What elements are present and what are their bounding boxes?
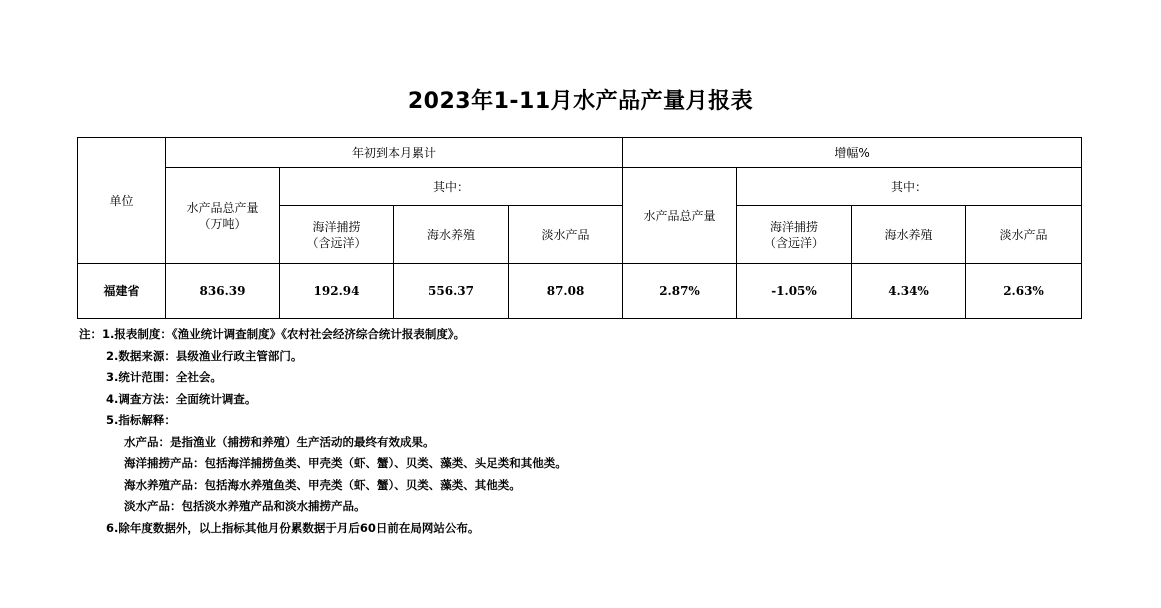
freshwater-growth-cell: 2.63% <box>966 264 1082 319</box>
marine-fishing-growth-header <box>737 206 852 264</box>
region-cell: 福建省 <box>78 264 166 319</box>
freshwater-header: 淡水产品 <box>509 206 623 264</box>
note-item: 海水养殖产品：包括海水养殖鱼类、甲壳类（虾、蟹）、贝类、藻类、其他类。 <box>124 477 521 492</box>
freshwater-growth-header: 淡水产品 <box>966 206 1082 264</box>
note-item: 2.数据来源：县级渔业行政主管部门。 <box>106 348 303 363</box>
of-which-header-growth: 其中： <box>737 168 1082 206</box>
total-output-header <box>166 168 280 264</box>
unit-header: 单位 <box>78 138 166 264</box>
note-item: 淡水产品：包括淡水养殖产品和淡水捕捞产品。 <box>124 499 366 513</box>
growth-header: 增幅% <box>623 138 1082 168</box>
marine-fishing-growth-label: 海洋捕捞 <box>770 219 819 234</box>
table-row <box>78 264 1082 319</box>
marine-fishing-growth-sub: （含远洋） <box>764 235 825 250</box>
note-item: 3.统计范围：全社会。 <box>106 370 222 384</box>
note-item: 4.调查方法：全面统计调查。 <box>106 391 257 406</box>
total-output-label: 水产品总产量 <box>186 200 259 215</box>
production-table <box>77 137 1082 319</box>
note-item: 6.除年度数据外，以上指标其他月份累数据于月后60日前在局网站公布。 <box>106 520 480 535</box>
note-item: 5.指标解释： <box>106 413 176 427</box>
marine-fishing-label: 海洋捕捞 <box>312 219 361 234</box>
mariculture-growth-cell: 4.34% <box>852 264 966 319</box>
marine-fishing-header <box>280 206 394 264</box>
marine-fishing-growth-cell: -1.05% <box>737 264 852 319</box>
freshwater-cell: 87.08 <box>509 264 623 319</box>
total-cell: 836.39 <box>166 264 280 319</box>
mariculture-header: 海水养殖 <box>394 206 509 264</box>
total-output-growth-header: 水产品总产量 <box>623 168 737 264</box>
note-item: 水产品：是指渔业（捕捞和养殖）生产活动的最终有效成果。 <box>124 434 435 449</box>
total-output-unit: （万吨） <box>198 216 247 231</box>
marine-fishing-sub: （含远洋） <box>306 235 367 250</box>
cumulative-header: 年初到本月累计 <box>166 138 623 168</box>
total-growth-cell: 2.87% <box>623 264 737 319</box>
report-title: 2023年1-11月水产品产量月报表 <box>407 89 754 114</box>
mariculture-cell: 556.37 <box>394 264 509 319</box>
note-item: 注：1.报表制度：《渔业统计调查制度》《农村社会经济综合统计报表制度》。 <box>79 327 466 341</box>
of-which-header-cumulative: 其中： <box>280 168 623 206</box>
note-item: 海洋捕捞产品：包括海洋捕捞鱼类、甲壳类（虾、蟹）、贝类、藻类、头足类和其他类。 <box>124 456 567 470</box>
notes <box>79 324 567 539</box>
marine-fishing-cell: 192.94 <box>280 264 394 319</box>
mariculture-growth-header: 海水养殖 <box>852 206 966 264</box>
